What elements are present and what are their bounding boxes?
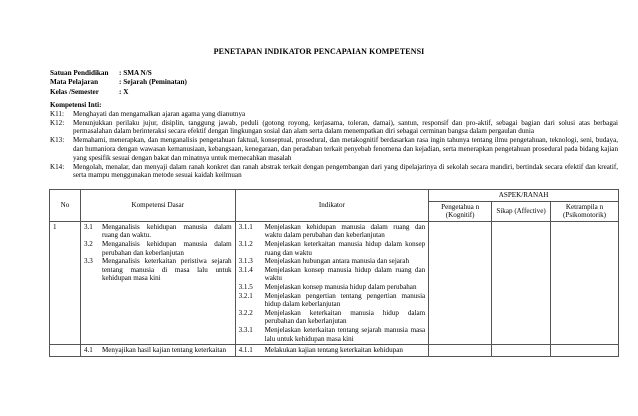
ki-item (50, 136, 618, 162)
kd-text: Menganalisis kehidupan manusia dalam perubahan dan keberlanjutan (101, 239, 232, 257)
indikator-text: Menjelaskan kehidupan manusia dalam ruang dan waktu dalam perubahan dan keberlanjutan (264, 222, 426, 240)
indikator-text: Menjelaskan hubungan antara manusia dan sejarah (264, 257, 409, 266)
table-row (50, 221, 619, 344)
cell-sikap (492, 345, 551, 357)
meta-value: : SMA N/S (119, 69, 152, 77)
kd-item (84, 257, 232, 283)
meta-key: Kelas /Semester (50, 87, 99, 96)
header-no: No (50, 190, 81, 222)
ki-code: K14: (50, 162, 65, 171)
meta-row-satuan (50, 69, 187, 78)
cell-sikap (492, 221, 551, 344)
ki-item (50, 163, 618, 181)
header-indikator: Indikator (235, 190, 429, 222)
indikator-item (239, 283, 426, 292)
meta-key: Mata Pelajaran (50, 78, 99, 87)
indikator-item (239, 223, 426, 240)
kd-text: Menganalisis keterkaitan peristiwa sejarah tentang manusia di masa lalu untuk kehidupan masa kini (101, 257, 232, 283)
ki-code: K11: (50, 109, 64, 118)
indikator-text: Menjelaskan keterkaitan manusia hidup dalam perubahan dan keberlanjutan (264, 308, 426, 326)
indikator-text: Menjelaskan konsep manusia hidup dalam perubahan (264, 282, 417, 291)
indikator-text: Menjelaskan keterkaitan manusia hidup dalam konsep ruang dan waktu (264, 239, 426, 257)
indikator-item (239, 266, 426, 283)
indikator-number: 3.1.3 (238, 257, 253, 266)
indikator-item (239, 257, 426, 266)
cell-kompetensi-dasar (80, 221, 235, 344)
indikator-number: 3.2.1 (238, 291, 253, 300)
kd-item (84, 223, 232, 240)
indikator-text: Menjelaskan pengertian tentang pengertian manusia hidup dalam keberlanjutan (264, 291, 426, 309)
document-title: PENETAPAN INDIKATOR PENCAPAIAN KOMPETENSI (213, 47, 425, 56)
cell-indikator (235, 221, 429, 344)
cell-indikator (235, 345, 429, 357)
header-pengetahuan: Pengetahua n (Kognitif) (429, 201, 492, 221)
ki-text: Menghayati dan mengamalkan ajaran agama yang dianutnya (73, 109, 246, 118)
indikator-item (239, 346, 426, 355)
indikator-text: Menjelaskan keterkaitan tentang sejarah manusia masa lalu untuk kehidupan masa kini (264, 325, 426, 343)
ki-code: K12: (50, 118, 65, 127)
indikator-number: 3.1.2 (238, 239, 253, 248)
kd-number: 3.1 (83, 222, 93, 231)
header-kompetensi-dasar: Kompetensi Dasar (80, 190, 235, 222)
ki-item (50, 110, 618, 119)
indikator-number: 3.1.1 (238, 222, 253, 231)
kd-number: 3.3 (83, 257, 93, 266)
meta-row-kelas (50, 88, 187, 97)
cell-ketrampilan (551, 345, 619, 357)
meta-key: Satuan Pendidikan (50, 69, 109, 77)
table-row (50, 345, 619, 357)
header-aspek-ranah: ASPEK/RANAH (429, 190, 619, 202)
kd-text: Menganalisis kehidupan manusia dalam ruang dan waktu. (101, 222, 232, 240)
cell-kompetensi-dasar (80, 345, 235, 357)
indikator-table (49, 189, 619, 357)
cell-no: 1 (50, 221, 81, 344)
kd-item (84, 240, 232, 257)
ki-item (50, 119, 618, 137)
cell-no (50, 345, 81, 357)
cell-ketrampilan (551, 221, 619, 344)
indikator-item (239, 292, 426, 309)
indikator-item (239, 240, 426, 257)
indikator-number: 3.1.4 (238, 265, 253, 274)
indikator-number: 3.2.2 (238, 308, 253, 317)
ki-heading: Kompetensi Inti: (50, 101, 102, 109)
header-ketrampilan: Ketrampila n (Psikomotorik) (551, 201, 619, 221)
indikator-text: Melakukan kajian tentang keterkaitan kehidupan (264, 346, 403, 355)
kompetensi-inti (50, 101, 618, 180)
ki-text: Mengolah, menalar, dan menyaji dalam ranah konkret dan ranah abstrak terkait dengan pengembangan dari yang dipelajarinya di sekolah secara mandiri, bertindak secara efektif dan kreatif, serta mampu menggunakan metode sesuai kaidah keilmuan (73, 162, 618, 180)
indikator-number: 4.1.1 (238, 346, 253, 355)
document-meta (50, 69, 187, 97)
meta-row-mapel (50, 78, 187, 87)
indikator-item (239, 309, 426, 326)
header-sikap: Sikap (Affective) (492, 201, 551, 221)
ki-code: K13: (50, 136, 65, 145)
indikator-number: 3.3.1 (238, 325, 253, 334)
kd-number: 3.2 (83, 239, 93, 248)
indikator-text: Menjelaskan konsep manusia hidup dalam ruang dan waktu (264, 265, 426, 283)
indikator-number: 3.1.5 (238, 282, 253, 291)
kd-item (84, 346, 232, 355)
indikator-item (239, 326, 426, 343)
ki-text: Memahami, menerapkan, dan menganalisis pengetahuan faktual, konseptual, prosedural, dan metakognitif berdasarkan rasa ingin tahunya tentang ilmu pengetahuan, teknologi, seni, budaya, dan humaniora dengan wawasan kemanusiaan, kebangsaan, kenegaraan, dan peradaban terkait penyebab fenomena dan kejadian, serta menerapkan pengetahuan prosedural pada bidang kajian yang spesifik sesuai dengan bakat dan minatnya untuk memecahkan masalah (73, 136, 618, 162)
ki-text: Menunjukkan perilaku jujur, disiplin, tanggung jawab, peduli (gotong royong, kerjasama, toleran, damai), santun, responsif dan pro-aktif, sebagai bagian dari solusi atas berbagai permasalahan dalam berinteraksi secara efektif dengan lingkungan sosial dan alam serta dalam menempatkan diri sebagai cerminan bangsa dalam pergaulan dunia (73, 118, 618, 136)
cell-pengetahuan (429, 345, 492, 357)
kd-number: 4.1 (83, 346, 93, 355)
meta-value: : X (119, 87, 129, 96)
table-header-row (50, 190, 619, 202)
cell-pengetahuan (429, 221, 492, 344)
meta-value: : Sejarah (Peminatan) (119, 78, 187, 87)
kd-text: Menyajikan hasil kajian tentang keterkaitan (101, 346, 227, 355)
